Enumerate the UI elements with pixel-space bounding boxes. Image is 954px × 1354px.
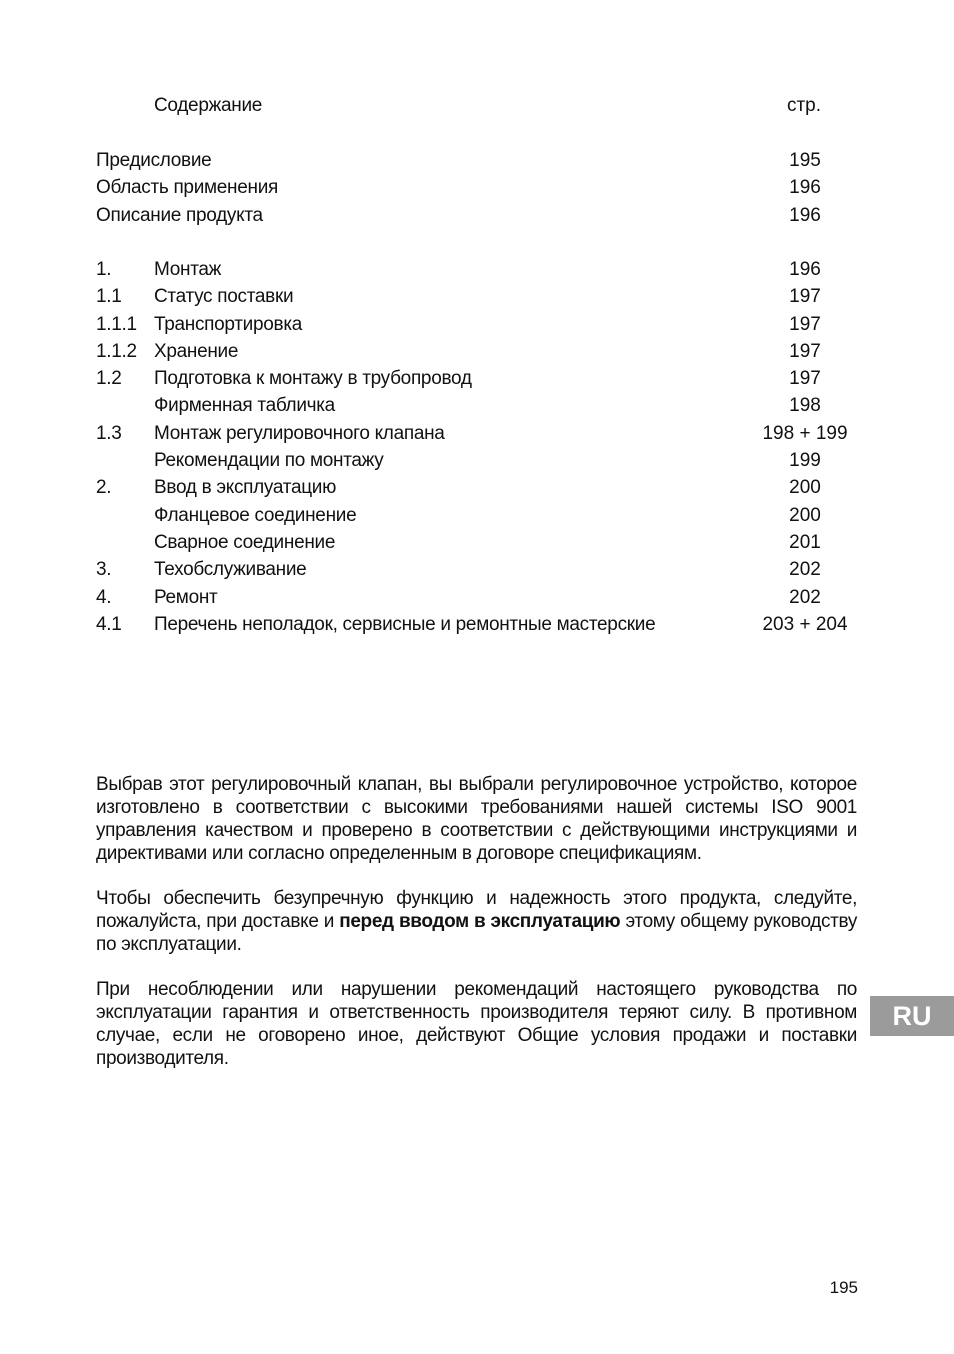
toc-number: 2. (96, 477, 112, 499)
toc-row[interactable] (0, 395, 954, 422)
toc-number: 1. (96, 259, 112, 280)
toc-row[interactable] (0, 368, 954, 395)
toc-page: 196 (789, 259, 821, 280)
toc-page: 198 (789, 395, 821, 417)
toc-label: Ввод в эксплуатацию (154, 477, 337, 499)
toc-label: Хранение (154, 340, 239, 362)
toc-label: Статус поставки (154, 286, 294, 308)
p2-text-after: этому общему руководству по эксплуатации. (96, 911, 857, 955)
toc-label: Рекомендации по монтажу (154, 450, 384, 472)
toc-page: 196 (789, 177, 821, 199)
toc-header (0, 95, 954, 119)
toc-label: Фирменная табличка (154, 395, 335, 417)
p2-text-before: Чтобы обеспечить безупречную функцию и надежность этого продукта, следуйте, пожалуйста, при доставке и (96, 888, 857, 932)
toc-number: 3. (96, 559, 112, 581)
toc-row[interactable] (0, 587, 954, 614)
toc-number: 4. (96, 586, 112, 608)
toc-title: Содержание (154, 95, 263, 116)
intro-paragraph-1: Выбрав этот регулировочный клапан, вы выбрали регулировочное устройство, которое изготовлено в соответствии с высокими требованиями нашей системы ISO 9001 управления качеством и проверено в соответствии с действующими инструкциями и директивами или согласно определенным в договоре спецификациям. (96, 774, 857, 864)
toc-number: 1.1.2 (96, 340, 137, 362)
toc-label: Сварное соединение (154, 531, 336, 553)
toc-row[interactable] (0, 505, 954, 532)
toc-row[interactable] (0, 259, 954, 286)
toc-row[interactable] (0, 177, 954, 204)
toc-label: Ремонт (154, 586, 218, 608)
toc-label: Область применения (96, 177, 278, 199)
toc-row[interactable] (0, 314, 954, 341)
toc-intro-list (0, 150, 954, 232)
toc-row[interactable] (0, 286, 954, 313)
toc-label: Подготовка к монтажу в трубопровод (154, 368, 472, 390)
toc-row[interactable] (0, 532, 954, 559)
toc-page: 202 (789, 559, 821, 581)
toc-row[interactable] (0, 614, 954, 641)
intro-paragraph-3: При несоблюдении или нарушении рекомендаций настоящего руководства по эксплуатации гарантия и ответственность производителя теряют силу. В противном случае, если не оговорено иное, действуют Общие условия продажи и поставки производителя. (96, 979, 857, 1069)
page-number: 195 (829, 1278, 858, 1297)
toc-page: 200 (789, 504, 821, 526)
toc-page: 201 (789, 531, 821, 553)
toc-page: 197 (789, 286, 821, 308)
toc-label: Фланцевое соединение (154, 504, 357, 526)
toc-page: 203 + 204 (762, 613, 848, 635)
toc-page: 195 (789, 150, 821, 171)
toc-row[interactable] (0, 450, 954, 477)
toc-row[interactable] (0, 477, 954, 504)
toc-page: 199 (789, 450, 821, 472)
toc-page: 196 (789, 204, 821, 226)
toc-label: Техобслуживание (154, 559, 307, 581)
toc-row[interactable] (0, 150, 954, 177)
toc-sections-list (0, 259, 954, 641)
toc-label: Описание продукта (96, 204, 263, 226)
toc-page: 198 + 199 (762, 422, 848, 444)
toc-number: 1.1 (96, 286, 122, 308)
toc-number: 1.2 (96, 368, 122, 390)
toc-page: 202 (789, 586, 821, 608)
toc-number: 1.3 (96, 422, 122, 444)
toc-page: 197 (789, 313, 821, 335)
intro-paragraph-2 (96, 887, 857, 956)
toc-page-header: стр. (786, 95, 822, 116)
toc-row[interactable] (0, 423, 954, 450)
toc-row[interactable] (0, 341, 954, 368)
p2-bold-text: перед вводом в эксплуатацию (339, 911, 621, 932)
toc-label: Монтаж (154, 259, 222, 280)
toc-page: 197 (789, 368, 821, 390)
toc-label: Перечень неполадок, сервисные и ремонтные мастерские (154, 613, 656, 635)
toc-number: 4.1 (96, 613, 122, 635)
toc-page: 197 (789, 340, 821, 362)
toc-page: 200 (789, 477, 821, 499)
toc-label: Предисловие (96, 150, 212, 171)
language-tab-ru[interactable]: RU (870, 996, 954, 1036)
toc-row[interactable] (0, 205, 954, 232)
toc-number: 1.1.1 (96, 313, 137, 335)
toc-label: Монтаж регулировочного клапана (154, 422, 445, 444)
toc-row[interactable] (0, 559, 954, 586)
toc-label: Транспортировка (154, 313, 303, 335)
